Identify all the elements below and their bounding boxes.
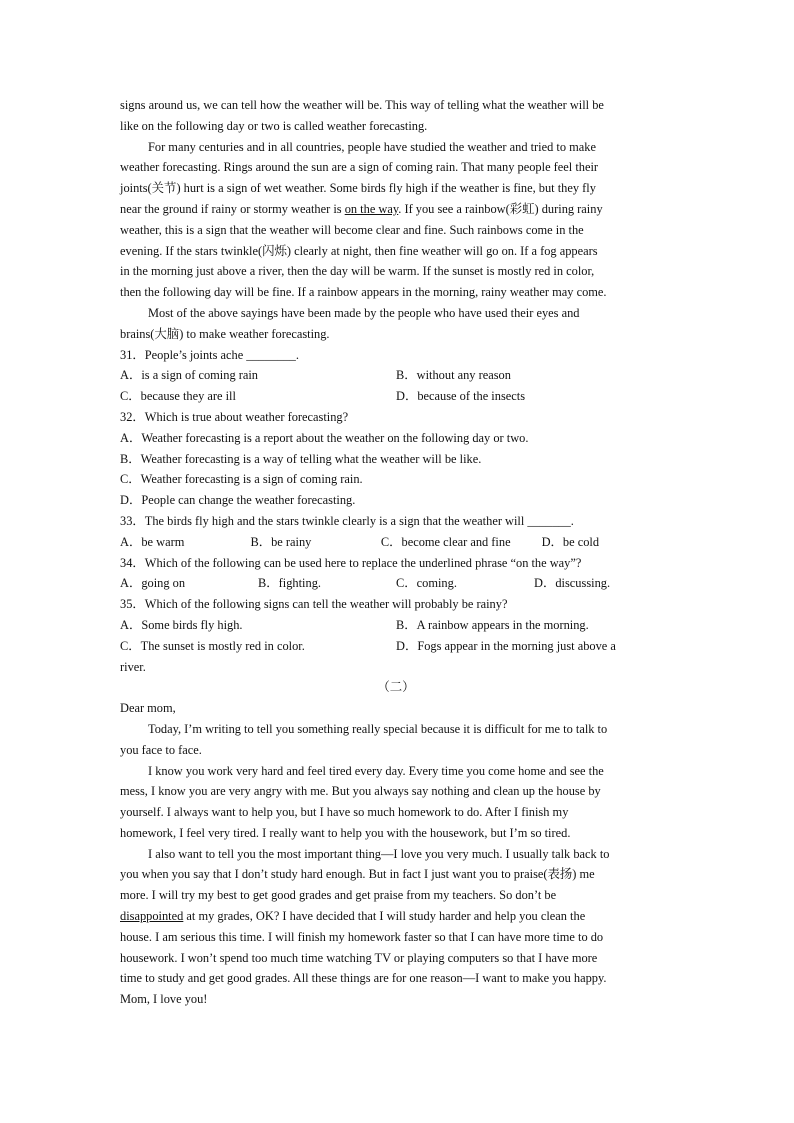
passage-paragraph-0 — [120, 95, 672, 137]
options-row — [120, 615, 672, 636]
options-row — [120, 573, 672, 594]
option-b[interactable]: B．be rainy — [250, 534, 312, 549]
text-line: For many centuries and in all countries, people have studied the weather and tried to make — [148, 139, 596, 154]
letter-paragraph-1 — [120, 719, 672, 761]
underlined-phrase: on the way — [344, 201, 399, 216]
question-stem: 32．Which is true about weather forecasting? — [120, 409, 349, 424]
question-35 — [120, 594, 672, 677]
text-line: in the morning just above a river, then the day will be warm. If the sunset is mostly red in color, — [120, 264, 595, 279]
question-stem: 34．Which of the following can be used here to replace the underlined phrase “on the way”? — [120, 555, 582, 570]
text-line: more. I will try my best to get good grades and get praise from my teachers. So don’t be — [120, 888, 557, 903]
passage-paragraph-1 — [120, 137, 672, 303]
text-line: weather forecasting. Rings around the sun are a sign of coming rain. That many people feel their — [120, 160, 599, 175]
letter-greeting: Dear mom, — [120, 701, 176, 716]
text-line: Most of the above sayings have been made by the people who have used their eyes and — [148, 305, 580, 320]
text-line: you face to face. — [120, 742, 202, 757]
text-line — [120, 906, 672, 927]
question-stem: 31．People’s joints ache ________. — [120, 347, 299, 362]
text-line: brains(大脑) to make weather forecasting. — [120, 326, 330, 341]
option-a[interactable]: A．going on — [120, 576, 186, 591]
text-fragment: near the ground if rainy or stormy weather is — [120, 201, 345, 216]
text-fragment: . If you see a rainbow(彩虹) during rainy — [398, 201, 603, 216]
letter-paragraph-2 — [120, 761, 672, 844]
question-31 — [120, 345, 672, 407]
options-row — [120, 636, 672, 657]
text-line: weather, this is a sign that the weather will become clear and fine. Such rainbows come in the — [120, 222, 584, 237]
option-d[interactable]: D．People can change the weather forecasting. — [120, 493, 356, 508]
question-32 — [120, 407, 672, 511]
options-row — [120, 365, 672, 386]
question-stem: 33．The birds fly high and the stars twinkle clearly is a sign that the weather will _______. — [120, 513, 574, 528]
text-line: I also want to tell you the most important thing—I love you very much. I usually talk back to — [148, 846, 610, 861]
option-a[interactable]: A．is a sign of coming rain — [120, 368, 258, 383]
text-line: like on the following day or two is called weather forecasting. — [120, 118, 428, 133]
option-d[interactable]: D．be cold — [541, 534, 600, 549]
text-line: I know you work very hard and feel tired every day. Every time you come home and see the — [148, 763, 604, 778]
option-c[interactable]: C．The sunset is mostly red in color. — [120, 638, 305, 653]
text-line: then the following day will be fine. If a rainbow appears in the morning, rainy weather may come. — [120, 285, 607, 300]
question-34 — [120, 553, 672, 595]
underlined-word: disappointed — [120, 909, 184, 924]
letter-paragraph-3 — [120, 844, 672, 1010]
question-33 — [120, 511, 672, 553]
options-row — [120, 386, 672, 407]
text-line: Today, I’m writing to tell you something really special because it is difficult for me to talk to — [148, 721, 608, 736]
text-line: signs around us, we can tell how the weather will be. This way of telling what the weather will be — [120, 98, 604, 112]
options-row — [120, 532, 672, 553]
text-line: housework. I won’t spend too much time watching TV or playing computers so that I have more — [120, 950, 598, 965]
option-d[interactable]: D．because of the insects — [396, 389, 526, 404]
passage-paragraph-2 — [120, 303, 672, 345]
option-c[interactable]: C．because they are ill — [120, 389, 236, 404]
option-d-continuation: river. — [120, 659, 146, 674]
exam-page — [120, 95, 672, 1010]
text-line: joints(关节) hurt is a sign of wet weather. Some birds fly high if the weather is fine, but they fly — [120, 181, 596, 196]
option-c[interactable]: C．become clear and fine — [380, 534, 511, 549]
text-line: homework, I feel very tired. I really want to help you with the housework, but I’m so tired. — [120, 825, 571, 840]
text-line: mess, I know you are very angry with me. But you always say nothing and clean up the house by — [120, 784, 601, 799]
option-b[interactable]: B．Weather forecasting is a way of telling what the weather will be like. — [120, 451, 482, 466]
option-b[interactable]: B．fighting. — [258, 576, 321, 591]
text-line: yourself. I always want to help you, but I have so much homework to do. After I finish my — [120, 805, 569, 820]
text-line: time to study and get good grades. All these things are for one reason—I want to make you happy. — [120, 971, 607, 986]
text-line — [120, 199, 672, 220]
section-heading: （二） — [377, 680, 415, 695]
option-d[interactable]: D．Fogs appear in the morning just above a — [396, 638, 616, 653]
option-b[interactable]: B．without any reason — [396, 368, 511, 383]
option-a[interactable]: A．Some birds fly high. — [120, 617, 243, 632]
option-a[interactable]: A．be warm — [120, 534, 185, 549]
option-d[interactable]: D．discussing. — [534, 576, 611, 591]
question-stem: 35．Which of the following signs can tell the weather will probably be rainy? — [120, 597, 508, 612]
text-line: Mom, I love you! — [120, 992, 208, 1007]
text-line: evening. If the stars twinkle(闪烁) clearly at night, then fine weather will go on. If a fog appears — [120, 243, 598, 258]
option-a[interactable]: A．Weather forecasting is a report about the weather on the following day or two. — [120, 430, 529, 445]
option-c[interactable]: C．Weather forecasting is a sign of coming rain. — [120, 472, 363, 487]
option-c[interactable]: C．coming. — [396, 576, 457, 591]
text-line: house. I am serious this time. I will finish my homework faster so that I can have more time to do — [120, 929, 604, 944]
text-fragment: at my grades, OK? I have decided that I will study harder and help you clean the — [183, 909, 586, 924]
option-b[interactable]: B．A rainbow appears in the morning. — [396, 617, 589, 632]
text-line: you when you say that I don’t study hard enough. But in fact I just want you to praise(表扬) me — [120, 867, 595, 882]
